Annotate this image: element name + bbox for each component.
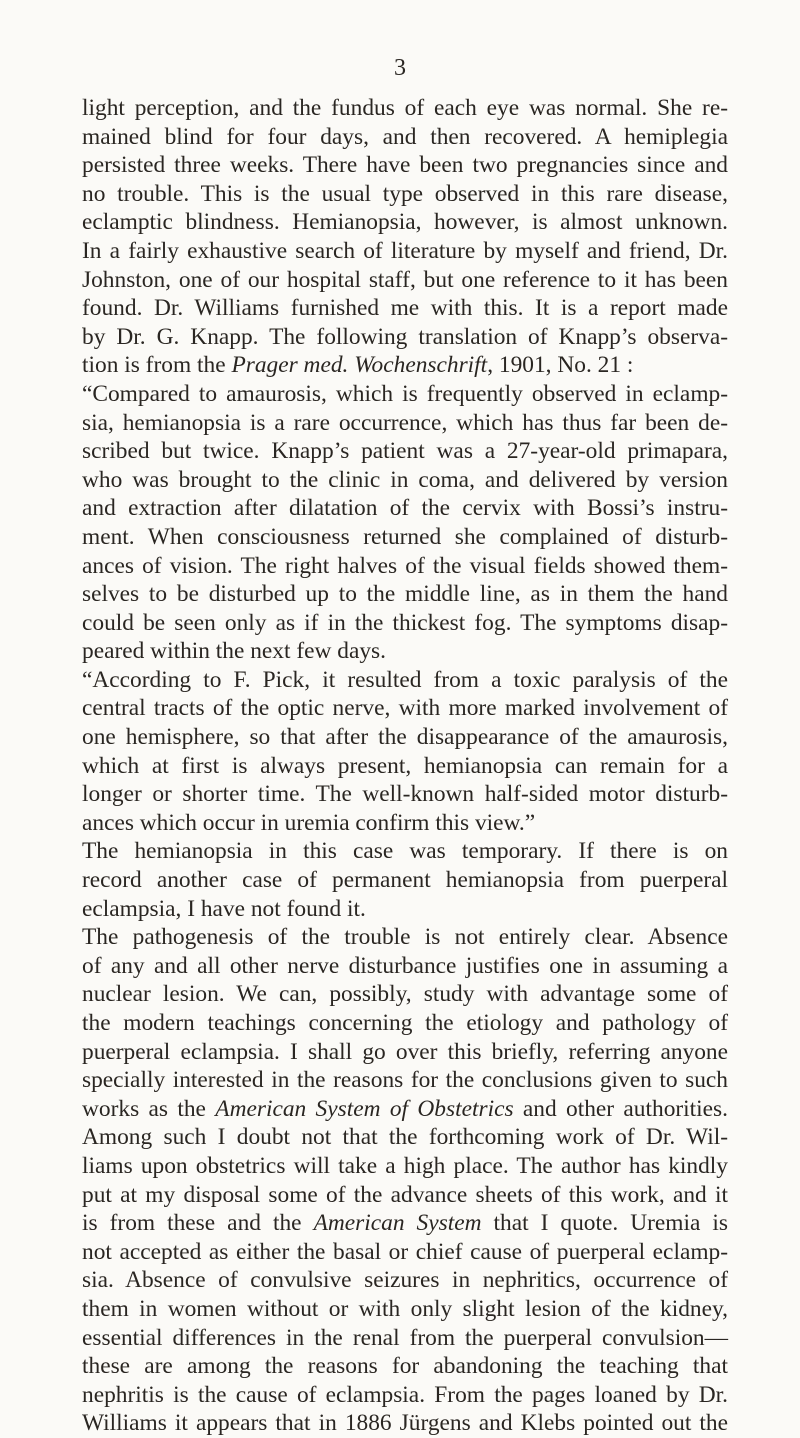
text-line: The pathogenesis of the trouble is not entirely clear. Absence (82, 924, 728, 951)
page-number: 3 (394, 55, 406, 81)
text-line: ances which occur in uremia confirm this view.” (82, 809, 536, 836)
text-line: scribed but twice. Knapp’s patient was a 27-year-old primapara, (82, 438, 728, 465)
text-line: sia. Absence of convulsive seizures in nephritics, occurrence of (82, 1267, 728, 1294)
text-line: In a fairly exhaustive search of literature by myself and friend, Dr. (82, 237, 728, 264)
text-line: by Dr. G. Knapp. The following translation of Knapp’s observa- (82, 323, 728, 350)
text-line: central tracts of the optic nerve, with more marked involvement of (82, 695, 728, 722)
text-line: ment. When consciousness returned she complained of disturb- (82, 523, 728, 550)
text-line: could be seen only as if in the thickest fog. The symptoms disap- (82, 609, 728, 636)
text-line: specially interested in the reasons for the conclusions given to such (82, 1067, 728, 1094)
text-line: these are among the reasons for abandoning the teaching that (82, 1353, 728, 1380)
text-line: which at first is always present, hemianopsia can remain for a (82, 752, 728, 779)
text-line: light perception, and the fundus of each eye was normal. She re- (82, 95, 728, 121)
text-line: nuclear lesion. We can, possibly, study with advantage some of (82, 981, 728, 1008)
text-line: essential differences in the renal from the puerperal convulsion— (82, 1324, 728, 1351)
text-line: and extraction after dilatation of the cervix with Bossi’s instru- (82, 495, 728, 522)
text-line: not accepted as either the basal or chief cause of puerperal eclamp- (82, 1238, 728, 1265)
text-line: Among such I doubt not that the forthcoming work of Dr. Wil- (82, 1124, 728, 1151)
text-line: tion is from the Prager med. Wochenschrift, 1901, No. 21 : (82, 352, 634, 379)
text-line: eclamptic blindness. Hemianopsia, however, is almost unknown. (82, 209, 728, 236)
text-line: persisted three weeks. There have been two pregnancies since and (82, 152, 728, 179)
text-line: found. Dr. Williams furnished me with this. It is a report made (82, 295, 728, 322)
text-line: longer or shorter time. The well-known half-sided motor disturb- (82, 781, 728, 808)
text-line: no trouble. This is the usual type observed in this rare disease, (82, 180, 728, 207)
text-line: the modern teachings concerning the etiology and pathology of (82, 1010, 728, 1036)
text-line: selves to be disturbed up to the middle line, as in them the hand (82, 581, 728, 608)
text-line: is from these and the American System that I quote. Uremia is (82, 1210, 728, 1237)
text-line: who was brought to the clinic in coma, and delivered by version (82, 466, 728, 493)
text-line: record another case of permanent hemianopsia from puerperal (82, 867, 728, 894)
text-line: them in women without or with only slight lesion of the kidney, (82, 1295, 728, 1322)
text-line: put at my disposal some of the advance sheets of this work, and it (82, 1181, 728, 1208)
text-line: one hemisphere, so that after the disappearance of the amaurosis, (82, 724, 728, 751)
text-line: eclampsia, I have not found it. (82, 895, 366, 922)
text-line: mained blind for four days, and then recovered. A hemiplegia (82, 123, 728, 150)
text-line: of any and all other nerve disturbance justifies one in assuming a (82, 952, 728, 979)
text-line: “According to F. Pick, it resulted from a toxic paralysis of the (82, 666, 728, 693)
text-line: liams upon obstetrics will take a high place. The author has kindly (82, 1152, 728, 1179)
text-line: The hemianopsia in this case was temporary. If there is on (82, 838, 728, 865)
text-line: Johnston, one of our hospital staff, but one reference to it has been (82, 266, 728, 293)
text-line: peared within the next few days. (82, 638, 386, 665)
text-line: Williams it appears that in 1886 Jürgens and Klebs pointed out the (82, 1410, 728, 1437)
body-text (82, 94, 728, 1438)
text-line: ances of vision. The right halves of the visual fields showed them- (82, 552, 728, 579)
text-line: puerperal eclampsia. I shall go over this briefly, referring anyone (82, 1038, 728, 1065)
text-line: nephritis is the cause of eclampsia. From the pages loaned by Dr. (82, 1381, 728, 1408)
text-line: “Compared to amaurosis, which is frequently observed in eclamp- (82, 380, 728, 407)
text-line: works as the American System of Obstetrics and other authorities. (82, 1095, 729, 1122)
text-line: sia, hemianopsia is a rare occurrence, which has thus far been de- (82, 409, 728, 436)
